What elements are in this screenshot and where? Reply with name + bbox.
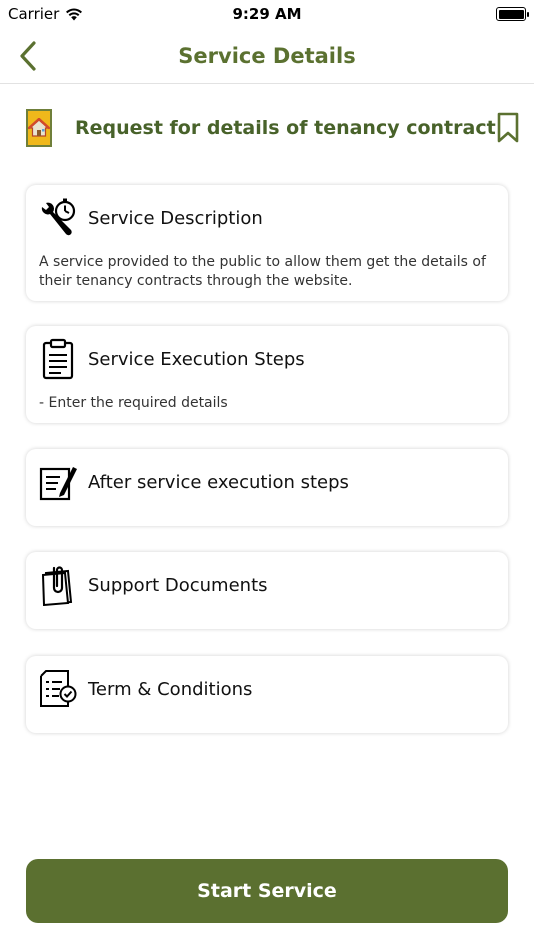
clipboard-icon <box>38 338 78 380</box>
paperclip-documents-icon <box>38 564 78 606</box>
terms-conditions-card[interactable] <box>26 656 508 733</box>
card-head <box>26 326 508 380</box>
service-name: Request for details of tenancy contract <box>75 117 496 139</box>
status-bar <box>0 0 534 28</box>
start-service-label: Start Service <box>197 880 337 902</box>
page-title: Service Details <box>178 43 356 68</box>
card-head <box>26 552 508 606</box>
service-icon <box>26 109 52 147</box>
card-icon-wrap <box>38 338 78 380</box>
card-icon-wrap <box>38 564 78 606</box>
bookmark-icon <box>496 112 520 144</box>
after-service-steps-card[interactable] <box>26 449 508 526</box>
bookmark-button[interactable] <box>496 110 520 146</box>
wrench-stopwatch-icon <box>38 197 78 239</box>
card-body: A service provided to the public to allow them get the details of their tenancy contracts through the website. <box>39 254 486 289</box>
card-title: Term & Conditions <box>88 678 253 700</box>
status-left <box>8 5 83 23</box>
service-execution-steps-card[interactable] <box>26 326 508 423</box>
card-title: Support Documents <box>88 574 268 596</box>
card-head <box>26 449 508 503</box>
battery-fill <box>499 10 524 19</box>
card-head <box>26 185 508 239</box>
chevron-left-icon <box>19 41 37 71</box>
card-icon-wrap <box>38 197 78 239</box>
card-body: - Enter the required details <box>39 395 228 411</box>
battery-icon <box>496 7 526 21</box>
clock: 9:29 AM <box>232 5 302 23</box>
card-title: Service Execution Steps <box>88 348 305 370</box>
document-pen-icon <box>38 461 78 503</box>
support-documents-card[interactable] <box>26 552 508 629</box>
card-title: Service Description <box>88 207 263 229</box>
house-icon <box>28 118 50 138</box>
wifi-icon <box>65 8 83 21</box>
checklist-icon <box>38 668 78 710</box>
nav-bar <box>0 28 534 84</box>
card-title: After service execution steps <box>88 471 349 493</box>
start-service-button[interactable] <box>26 859 508 923</box>
card-head <box>26 656 508 710</box>
card-icon-wrap <box>38 461 78 503</box>
service-header <box>26 106 508 150</box>
card-icon-wrap <box>38 668 78 710</box>
carrier-label: Carrier <box>8 5 60 23</box>
back-button[interactable] <box>10 36 46 76</box>
service-description-card[interactable] <box>26 185 508 301</box>
